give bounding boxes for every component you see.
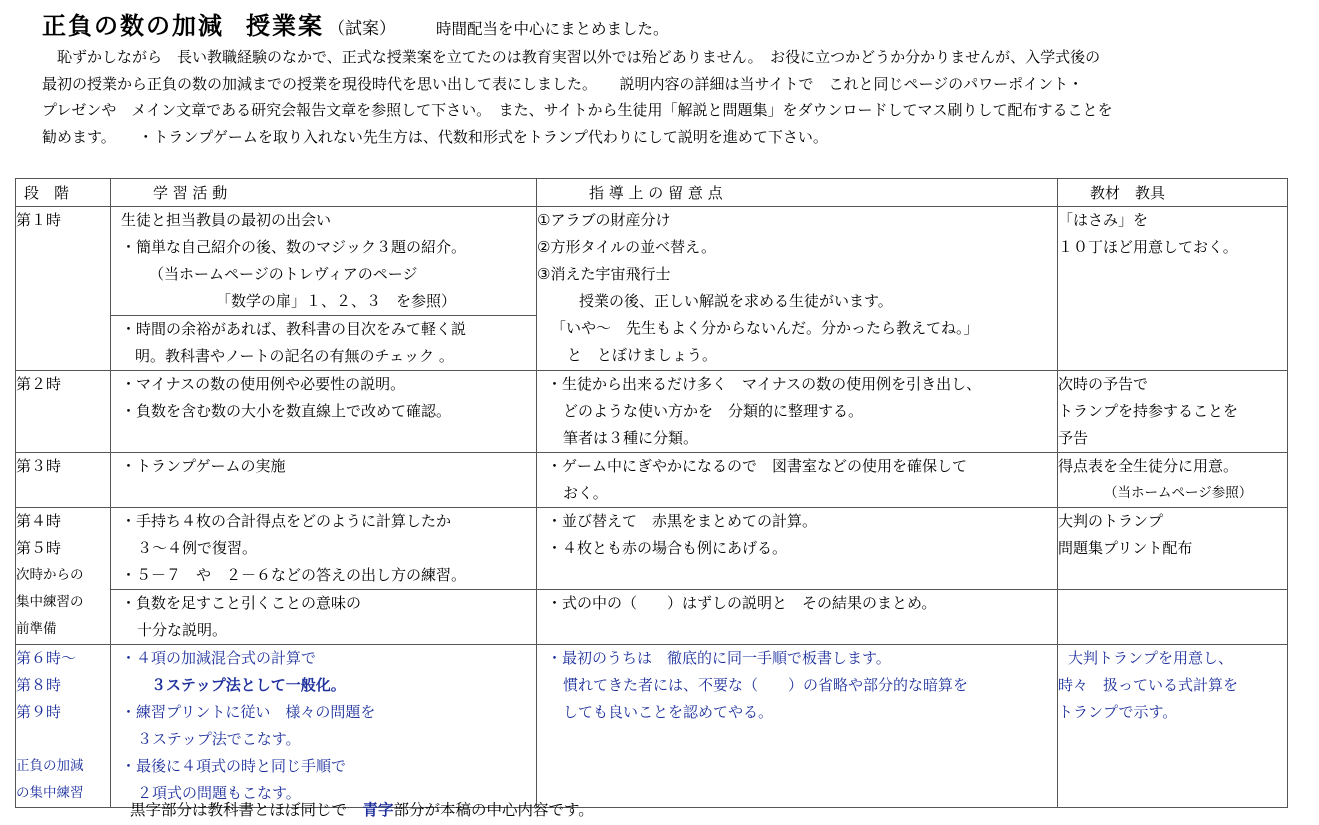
stage-label: 第６時～ [16,649,77,667]
notes-line: しても良いことを認めてやる。 [563,703,774,721]
footer-blue-text: 青字 [362,801,394,819]
notes-line: と とぼけましょう。 [567,346,718,364]
activity-line: ・トランプゲームの実施 [121,457,286,475]
table-row [16,453,1288,508]
stage-cell [16,645,111,808]
materials-line: トランプを持参することを [1058,402,1239,420]
materials-line: 大判トランプを用意し、 [1068,649,1234,667]
notes-line: ・４枚とも赤の場合も例にあげる。 [547,539,788,557]
activity-cell [111,590,537,645]
notes-line: ①アラブの財産分け [537,211,671,229]
notes-cell [537,453,1058,508]
title-description: 時間配当を中心にまとめました。 [436,20,669,38]
notes-line: 授業の後、正しい解説を求める生徒がいます。 [579,292,893,310]
table-row [16,645,1288,808]
activity-cell [111,508,537,590]
stage-label [16,726,110,753]
activity-cell [111,453,537,508]
table-header-row [16,179,1288,207]
materials-line: 予告 [1058,429,1089,447]
stage-label: の集中練習 [16,785,84,801]
materials-line: １０丁ほど用意しておく。 [1058,238,1238,256]
notes-line: ②方形タイルの並べ替え。 [537,238,717,256]
notes-line: 「いや～ 先生もよく分からないんだ。分かったら教えてね。」 [551,319,979,337]
activity-line: ・手持ち４枚の合計得点をどのように計算したか [121,512,452,530]
notes-line: ・並び替えて 赤黒をまとめての計算。 [547,512,818,530]
notes-cell [537,590,1058,645]
activity-cell [111,371,537,453]
materials-line: 次時の予告で [1058,375,1149,393]
notes-cell [537,207,1058,371]
stage-label: 次時からの [16,567,84,583]
activity-line: 明。教科書やノートの記名の有無のチェック 。 [135,347,454,365]
intro-line: 恥ずかしながら 長い教職経験のなかで、正式な授業案を立てたのは教育実習以外では殆どありません。 お役に立つかどうか分かりませんが、入学式後の [42,48,1101,66]
stage-label: 前準備 [16,621,57,637]
intro-line: 最初の授業から正負の数の加減までの授業を現役時代を思い出して表にしました。 説明内容の詳細は当サイトで これと同じページのパワーポイント・ [42,74,1084,93]
activity-line: （当ホームページのトレヴィアのページ [149,265,418,283]
activity-cell [111,207,537,316]
activity-line: 十分な説明。 [137,621,228,639]
header-materials: 教材 教具 [1058,179,1288,207]
table-row [16,207,1288,316]
materials-line: （当ホームページ参照） [1104,485,1253,501]
notes-line: ・最初のうちは 徹底的に同一手順で板書します。 [547,649,891,667]
activity-line: ・マイナスの数の使用例や必要性の説明。 [121,375,406,393]
activity-line: ・時間の余裕があれば、教科書の目次をみて軽く説 [121,320,467,338]
page-title: 正負の数の加減 [42,11,224,40]
stage-label: 正負の加減 [16,758,84,774]
activity-line: 「数学の扉」１、２、３ を参照） [216,292,457,310]
table-subrow [16,590,1288,645]
subtitle-note: （試案） [328,19,396,39]
intro-paragraph [42,44,1312,150]
stage-label: 集中練習の [16,594,84,610]
materials-cell [1058,590,1288,645]
header-notes: 指 導 上 の 留 意 点 [537,179,1058,207]
title-row [42,6,669,42]
notes-cell [537,508,1058,590]
materials-cell [1058,645,1288,808]
stage-label: 第２時 [16,375,62,393]
activity-line: ・負数を含む数の大小を数直線上で改めて確認。 [121,402,452,420]
activity-line: ３～４例で復習。 [137,539,258,557]
activity-line: ・簡単な自己紹介の後、数のマジック３題の紹介。 [121,238,467,256]
notes-cell [537,371,1058,453]
header-stage: 段 階 [16,179,111,207]
stage-label: 第９時 [16,703,62,721]
activity-cell [111,645,537,808]
notes-line: ・式の中の（ ）はずしの説明と その結果のまとめ。 [547,594,937,612]
activity-line: ・負数を足すこと引くことの意味の [121,594,362,612]
materials-cell [1058,207,1288,371]
footer-text: 部分が本稿の中心内容です。 [393,801,594,819]
materials-cell [1058,508,1288,590]
footer-text: 黒字部分は教科書とほぼ同じで [130,801,363,819]
notes-line: ③消えた宇宙飛行士 [537,265,671,283]
notes-line: 慣れてきた者には、不要な（ ）の省略や部分的な暗算を [563,676,969,694]
activity-line: ３ステップ法でこなす。 [137,730,301,748]
notes-line: どのような使い方かを 分類的に整理する。 [563,402,864,420]
header-activity: 学 習 活 動 [111,179,537,207]
stage-cell [16,508,111,645]
notes-line: ・生徒から出来るだけ多く マイナスの数の使用例を引き出し、 [547,375,982,393]
stage-label: 第５時 [16,539,62,557]
materials-cell [1058,453,1288,508]
page-subtitle: 授業案 [246,11,324,40]
activity-line: ・練習プリントに従い 様々の問題を [121,703,376,721]
activity-cell [111,316,537,371]
activity-line: ・最後に４項式の時と同じ手順で [121,757,347,775]
stage-cell [16,453,111,508]
materials-line: 大判のトランプ [1058,512,1164,530]
notes-line: ・ゲーム中にぎやかになるので 図書室などの使用を確保して [547,457,968,475]
materials-line: 「はさみ」を [1058,211,1149,229]
table-row [16,508,1288,590]
materials-line: 問題集プリント配布 [1058,539,1193,557]
activity-line: ２項式の問題もこなす。 [137,784,301,802]
intro-line: プレゼンや メイン文章である研究会報告文章を参照して下さい。 また、サイトから生徒用「解説と問題集」をダウンロードしてマス刷りして配布することを [42,101,1113,119]
activity-line: ・５－７ や ２－６などの答えの出し方の練習。 [121,566,467,584]
materials-line: トランプで示す。 [1058,703,1178,721]
materials-line: 時々 扱っている式計算を [1058,676,1239,694]
notes-line: 筆者は３種に分類。 [563,429,699,447]
footer-note [130,798,594,820]
intro-line: 勧めます。 ・トランプゲームを取り入れない先生方は、代数和形式をトランプ代わりにして説明を進めて下さい。 [42,127,828,146]
stage-label: 第８時 [16,676,62,694]
stage-label: 第３時 [16,457,62,475]
table-row [16,371,1288,453]
activity-line: ・４項の加減混合式の計算で [121,649,317,667]
stage-cell [16,371,111,453]
stage-cell [16,207,111,371]
materials-cell [1058,371,1288,453]
activity-line: 生徒と担当教員の最初の出会い [121,211,332,229]
materials-line: 得点表を全生徒分に用意。 [1058,457,1239,475]
lesson-plan-table [15,178,1288,808]
notes-line: おく。 [563,484,608,502]
stage-label: 第４時 [16,512,62,530]
notes-cell [537,645,1058,808]
stage-label: 第１時 [16,211,62,229]
activity-line: ３ステップ法として一般化。 [151,676,346,694]
